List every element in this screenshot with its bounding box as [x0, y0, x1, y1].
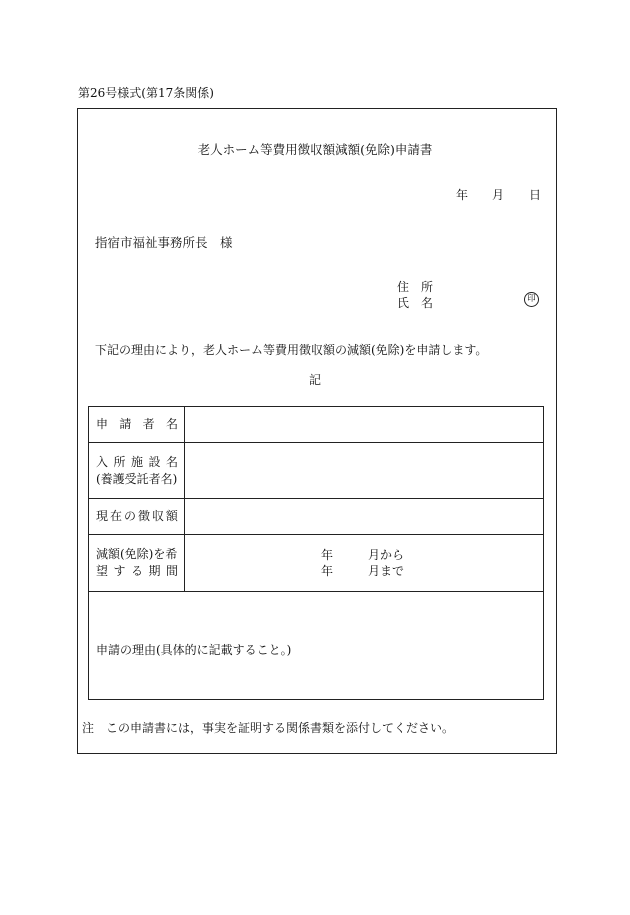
name-label: 氏 名	[397, 296, 434, 310]
reason-field[interactable]	[89, 592, 544, 700]
current-amount-field[interactable]	[185, 499, 544, 535]
applicant-name-label: 申 請 者 名	[96, 417, 178, 431]
period-to-month: 月まで	[368, 564, 405, 578]
table-row	[89, 592, 544, 700]
facility-label-line2: (養護受託者名)	[96, 471, 178, 486]
period-label-cell	[89, 535, 185, 592]
date-year-label: 年	[456, 188, 469, 202]
application-table	[88, 406, 544, 700]
addressee: 指宿市福祉事務所長 様	[95, 235, 233, 250]
table-row	[89, 535, 544, 592]
footnote: 注 この申請書には，事実を証明する関係書類を添付してください。	[82, 721, 455, 735]
applicant-name-field[interactable]	[185, 407, 544, 443]
current-amount-label-cell	[89, 499, 185, 535]
period-label-line2: 望 す る 期 間	[96, 564, 178, 578]
date-day-label: 日	[529, 188, 542, 202]
address-label: 住 所	[397, 280, 434, 294]
current-amount-label: 現 在 の 徴 収 額	[96, 509, 178, 523]
seal-mark: 印	[524, 292, 539, 307]
date-month-label: 月	[492, 188, 505, 202]
period-field[interactable]	[185, 535, 544, 592]
table-row	[89, 407, 544, 443]
form-title: 老人ホーム等費用徴収額減額(免除)申請書	[197, 142, 433, 157]
ki-heading: 記	[308, 373, 321, 387]
facility-field[interactable]	[185, 443, 544, 499]
facility-label-line1: 入 所 施 設 名	[96, 454, 178, 469]
form-number-label: 第26号様式(第17条関係)	[78, 86, 214, 100]
period-from-year: 年	[321, 548, 334, 562]
applicant-name-label-cell	[89, 407, 185, 443]
application-statement: 下記の理由により，老人ホーム等費用徴収額の減額(免除)を申請します。	[95, 343, 488, 357]
period-label-line1: 減額(免除)を希	[96, 547, 178, 561]
table-row	[89, 443, 544, 499]
period-to-year: 年	[321, 564, 334, 578]
reason-label: 申請の理由(具体的に記載すること。)	[96, 643, 292, 657]
period-from-month: 月から	[368, 548, 405, 562]
facility-label-cell	[89, 443, 185, 499]
table-row	[89, 499, 544, 535]
